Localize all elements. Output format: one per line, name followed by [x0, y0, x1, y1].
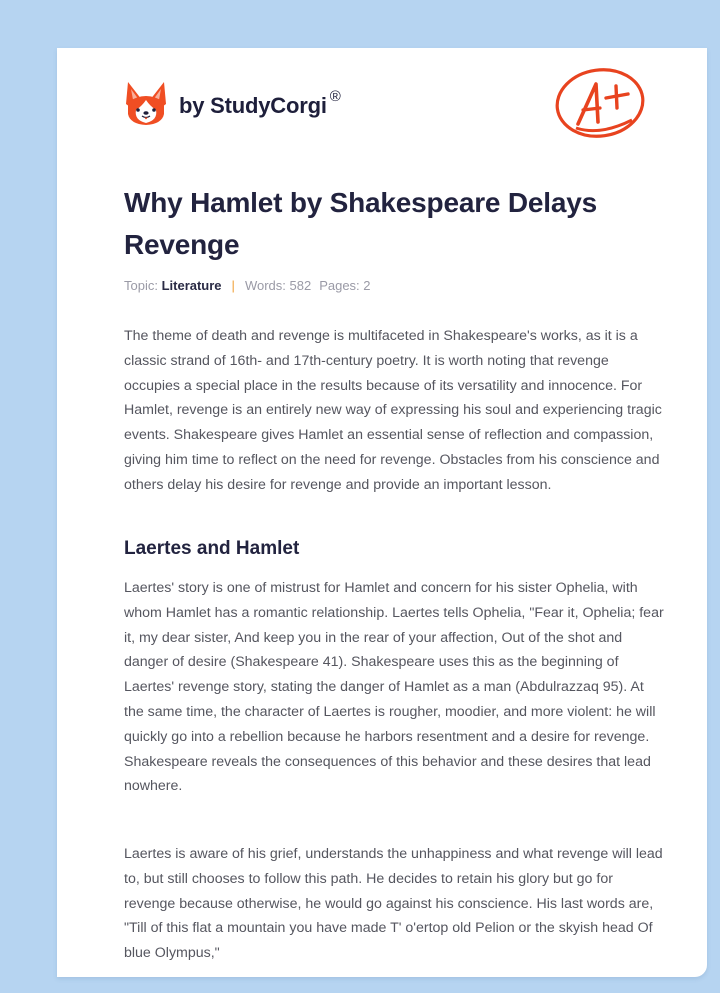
- registered-mark: ®: [329, 87, 341, 105]
- meta-separator: |: [231, 278, 235, 293]
- article-meta: [124, 278, 371, 293]
- section-paragraph: Laertes' story is one of mistrust for Hamlet and concern for his sister Ophelia, with whom Hamlet has a romantic relationship. Laertes tells Ophelia, "Fear it, Ophelia; fear it, my dear sister, And keep you in the rear of your affection, Out of the shot and danger of desire (Shakespeare 41). Shakespeare uses this as the beginning of Laertes' revenge story, stating the danger of Hamlet as a man (Abdulrazzaq 95). At the same time, the character of Laertes is rougher, moodier, and more violent: he will quickly go into a rebellion because he harbors resentment and a desire for revenge. Shakespeare reveals the consequences of this behavior and these desires that lead nowhere.: [124, 580, 664, 795]
- brand-name: by StudyCorgi: [179, 93, 327, 118]
- brand-header[interactable]: [124, 78, 341, 128]
- topic-link[interactable]: Literature: [161, 278, 222, 293]
- page-count: Pages: 2: [319, 278, 371, 293]
- corgi-logo-icon: [124, 80, 168, 126]
- section-paragraph: Laertes is aware of his grief, understands the unhappiness and what revenge will lead to, but still chooses to follow this path. He decides to retain his glory but go for revenge because otherwise, he would go against his conscience. His last words are, "Till of this flat a mountain you have made T' o'ertop old Pelion or the skyish head Of blue Olympus,": [124, 846, 663, 962]
- intro-paragraph: The theme of death and revenge is multifaceted in Shakespeare's works, as it is a classic strand of 16th- and 17th-century poetry. It is worth noting that revenge occupies a special place in the results because of its versatility and innocence. For Hamlet, revenge is an entirely new way of expressing his soul and experiencing tragic events. Shakespeare gives Hamlet an essential sense of reflection and compassion, giving him time to reflect on the need for revenge. Obstacles from his conscience and others delay his desire for revenge and provide an important lesson.: [124, 328, 662, 493]
- section-heading: Laertes and Hamlet: [124, 538, 300, 559]
- page-title: Why Hamlet by Shakespeare Delays Revenge: [124, 187, 597, 260]
- word-count: Words: 582: [244, 278, 312, 293]
- topic-label: Topic:: [124, 278, 162, 293]
- grade-a-plus-icon: [550, 62, 650, 146]
- document-card: [57, 48, 707, 977]
